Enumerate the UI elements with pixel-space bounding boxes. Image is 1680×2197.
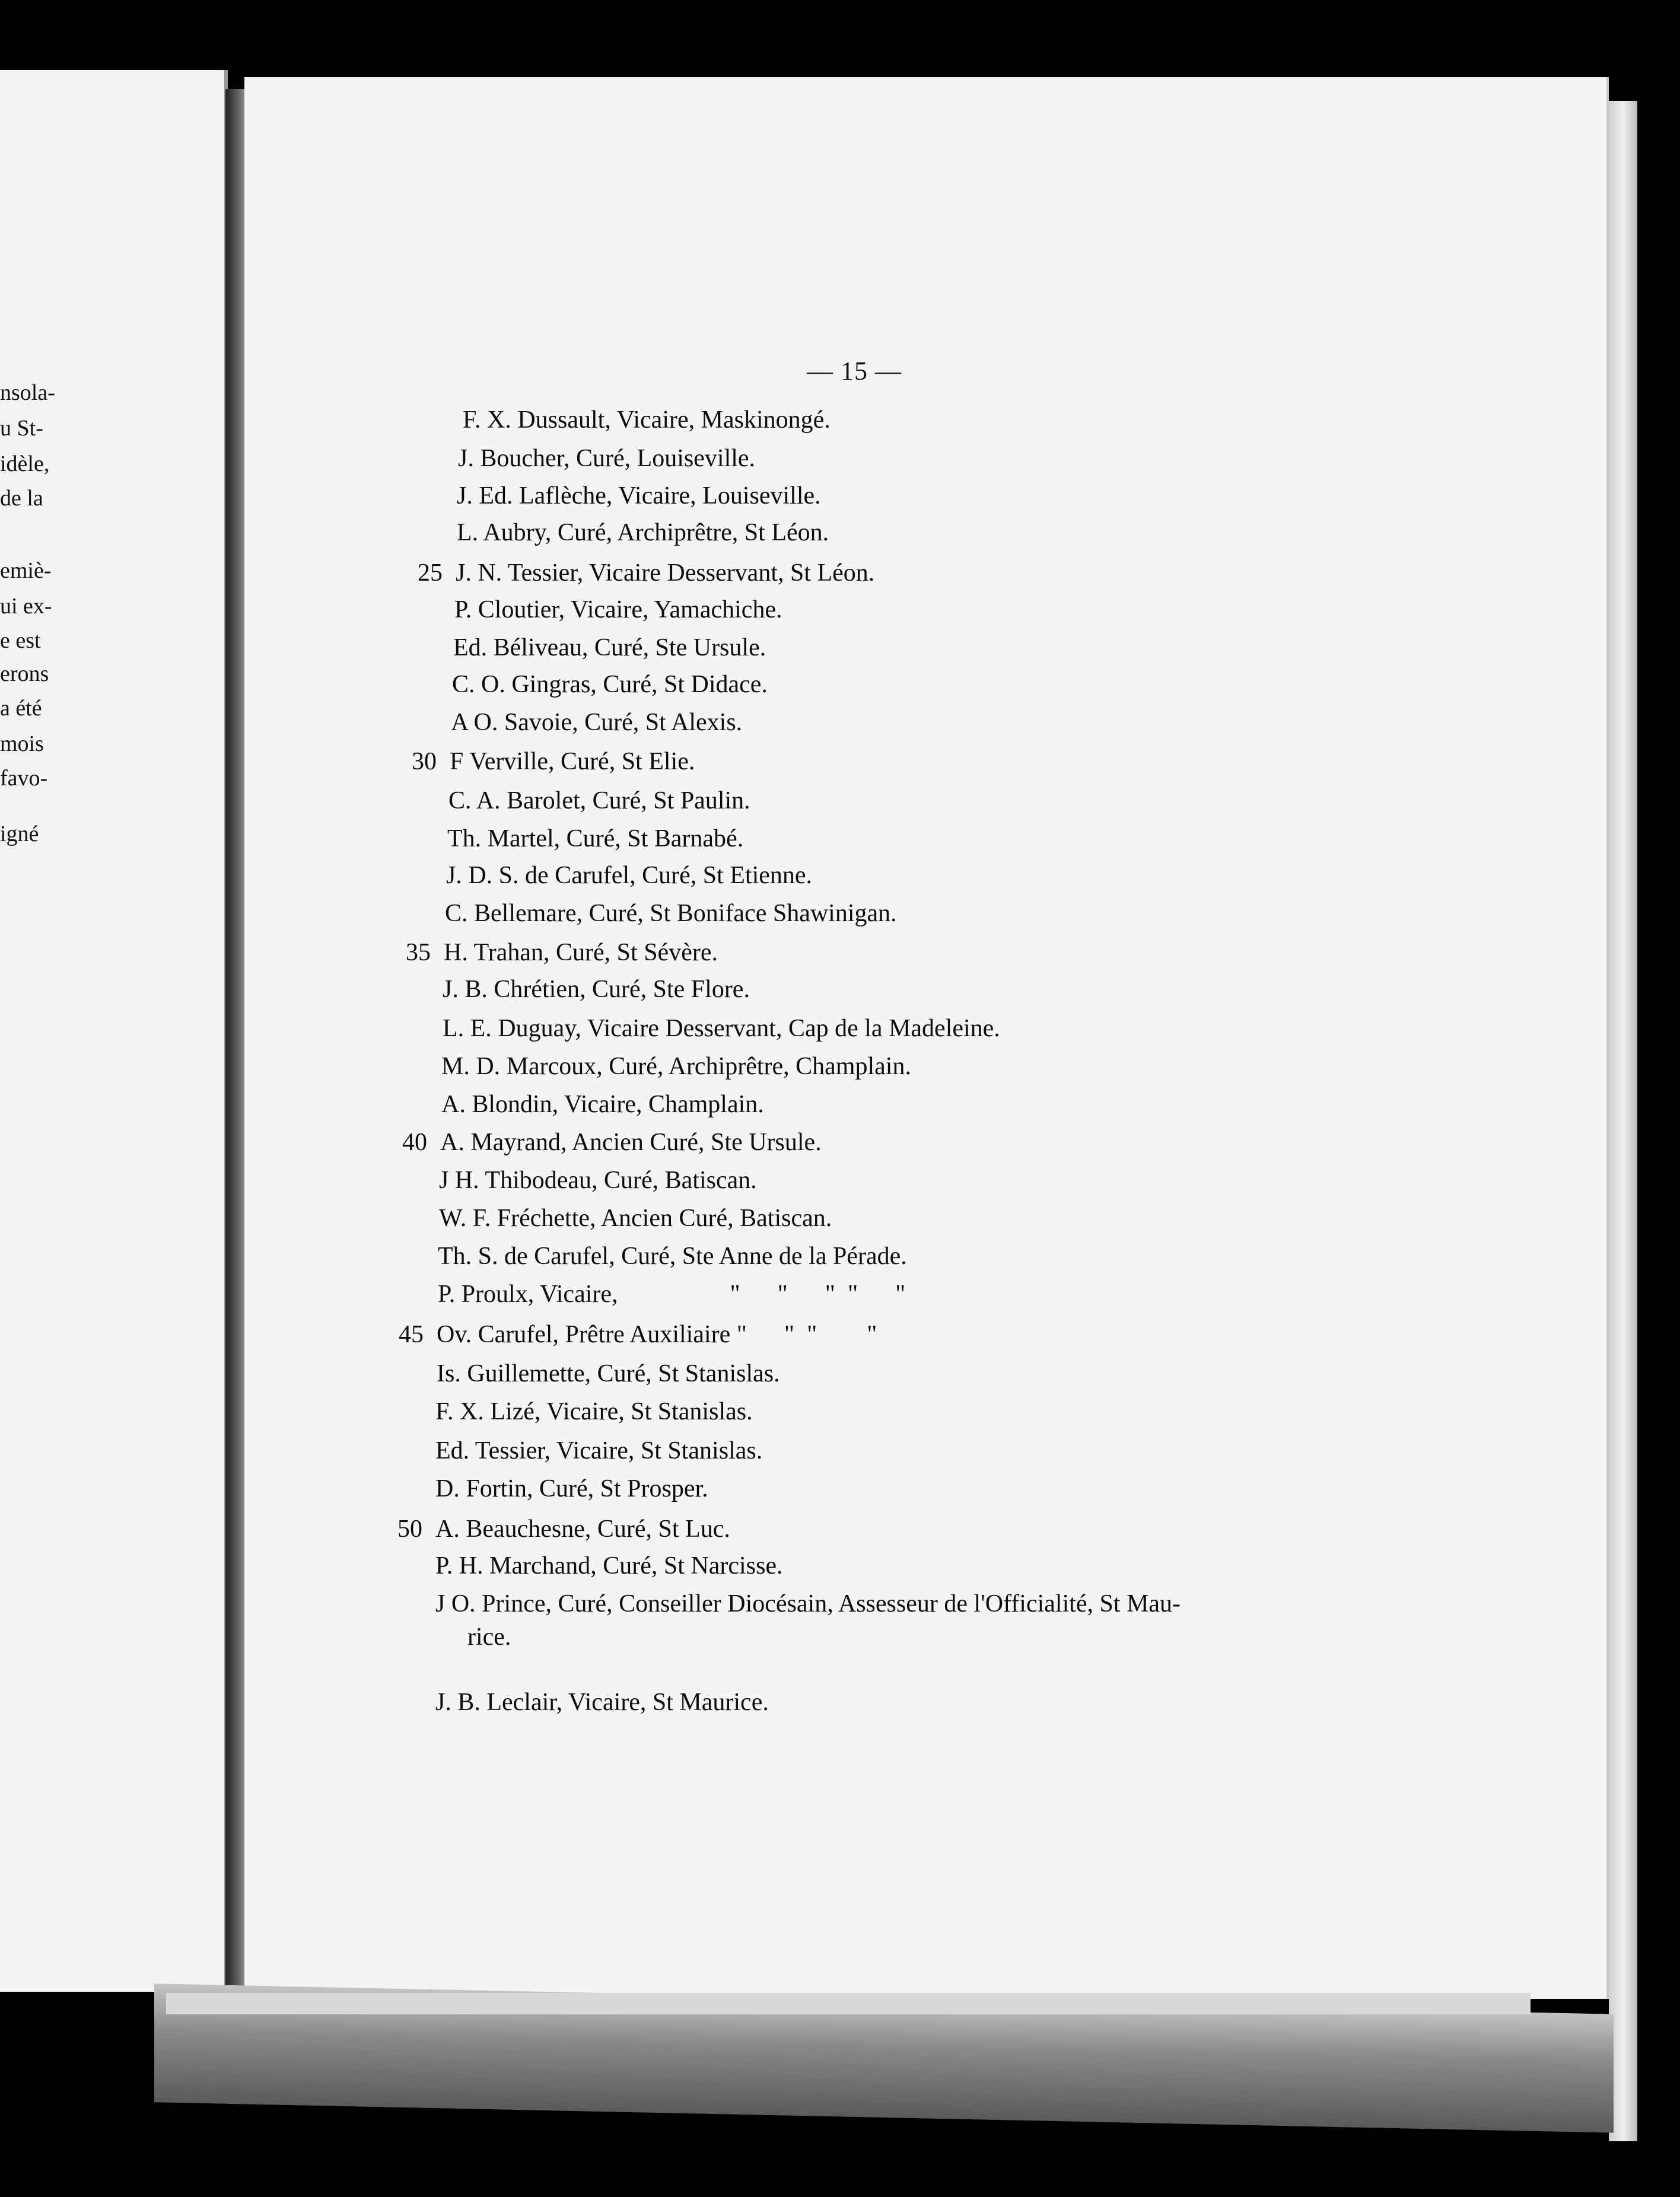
- list-item-text: P. Cloutier, Vicaire, Yamachiche.: [454, 596, 782, 623]
- list-item-text: Th. S. de Carufel, Curé, Ste Anne de la Pérade.: [438, 1243, 907, 1270]
- list-item-text: J H. Thibodeau, Curé, Batiscan.: [439, 1167, 757, 1194]
- list-item: [457, 516, 829, 549]
- facing-page-line: igné: [0, 822, 39, 846]
- list-item: [435, 1395, 753, 1428]
- list-item-text: F Verville, Curé, St Elie.: [450, 748, 695, 775]
- list-item-text: A. Mayrand, Ancien Curé, Ste Ursule.: [440, 1129, 822, 1156]
- list-item: [458, 442, 755, 475]
- facing-page-line: a été: [0, 696, 42, 721]
- line-number: 50: [397, 1515, 422, 1543]
- page-edge: [1609, 101, 1637, 2141]
- list-item: [463, 403, 831, 437]
- list-item-continuation: rice.: [467, 1623, 511, 1651]
- facing-page-line: ui ex-: [0, 594, 52, 619]
- list-item-text: J. Boucher, Curé, Louiseville.: [458, 445, 756, 472]
- list-item: [435, 1686, 769, 1719]
- book-gutter: [225, 89, 247, 2011]
- facing-page-line: emiè-: [0, 558, 52, 583]
- facing-page-line: mois: [0, 731, 44, 756]
- list-item-text: L. E. Duguay, Vicaire Desservant, Cap de la Madeleine.: [443, 1015, 1000, 1042]
- facing-page-line: idèle,: [0, 451, 50, 476]
- facing-page-line: u St-: [0, 416, 43, 441]
- list-item: [406, 936, 718, 969]
- facing-page-line: e est: [0, 628, 41, 653]
- list-item: [402, 1126, 822, 1159]
- facing-page: [0, 70, 228, 1992]
- list-item: [435, 1587, 1181, 1654]
- line-number: 40: [402, 1129, 427, 1156]
- list-item-text: J O. Prince, Curé, Conseiller Diocésain, Assesseur de l'Officialité, St Mau-: [435, 1590, 1181, 1617]
- list-item: [435, 1434, 762, 1467]
- list-item: [412, 745, 695, 778]
- facing-page-text: [0, 70, 224, 1992]
- list-item: [435, 1549, 783, 1583]
- line-number: 35: [406, 939, 431, 966]
- list-item-text: Ov. Carufel, Prêtre Auxiliaire " " " ": [437, 1321, 877, 1348]
- list-item: [445, 897, 897, 930]
- facing-page-line: favo-: [0, 766, 48, 791]
- list-item: [441, 1050, 911, 1083]
- list-item: [439, 1164, 757, 1197]
- list-item-text: A. Beauchesne, Curé, St Luc.: [435, 1515, 730, 1543]
- list-item-text: J. D. S. de Carufel, Curé, St Etienne.: [446, 862, 813, 889]
- list-item-text: C. A. Barolet, Curé, St Paulin.: [448, 787, 750, 814]
- list-item: [397, 1513, 730, 1546]
- list-item-text: W. F. Fréchette, Ancien Curé, Batiscan.: [439, 1205, 832, 1232]
- list-item-text: H. Trahan, Curé, St Sévère.: [444, 939, 718, 966]
- list-item: [441, 1088, 764, 1121]
- list-item-text: F. X. Dussault, Vicaire, Maskinongé.: [463, 406, 831, 434]
- list-item-text: Is. Guillemette, Curé, St Stanislas.: [437, 1360, 780, 1387]
- list-item-text: Ed. Tessier, Vicaire, St Stanislas.: [435, 1437, 763, 1464]
- list-item-text: J. Ed. Laflèche, Vicaire, Louiseville.: [457, 482, 821, 510]
- list-item: [443, 973, 750, 1006]
- facing-page-line: de la: [0, 486, 43, 511]
- list-item-text: Ed. Béliveau, Curé, Ste Ursule.: [453, 634, 766, 661]
- list-item: [447, 822, 743, 855]
- list-item-text: A. Blondin, Vicaire, Champlain.: [441, 1091, 764, 1118]
- list-item-text: L. Aubry, Curé, Archiprêtre, St Léon.: [457, 519, 829, 546]
- list-item: [443, 1012, 1000, 1045]
- list-item: [451, 706, 742, 739]
- list-item-text: J. B. Leclair, Vicaire, St Maurice.: [435, 1689, 769, 1716]
- list-item-text: Th. Martel, Curé, St Barnabé.: [447, 825, 744, 852]
- list-item-text: J. N. Tessier, Vicaire Desservant, St Léon.: [456, 559, 875, 587]
- list-item: [457, 479, 821, 512]
- list-item-text: A O. Savoie, Curé, St Alexis.: [451, 709, 743, 736]
- facing-page-line: erons: [0, 661, 49, 686]
- list-item-text: M. D. Marcoux, Curé, Archiprêtre, Champlain.: [441, 1053, 911, 1080]
- list-item-text: P. Proulx, Vicaire, " " " " ": [438, 1281, 906, 1308]
- list-item: [399, 1318, 877, 1351]
- list-item: [418, 556, 875, 590]
- list-item-text: D. Fortin, Curé, St Prosper.: [435, 1475, 708, 1502]
- list-item-text: J. B. Chrétien, Curé, Ste Flore.: [443, 976, 750, 1003]
- line-number: 30: [412, 748, 437, 775]
- list-item: [452, 668, 768, 701]
- facing-page-line: nsola-: [0, 380, 55, 405]
- list-item: [438, 1240, 907, 1273]
- list-item-text: C. O. Gingras, Curé, St Didace.: [452, 671, 768, 698]
- page-bottom-edge: [166, 1993, 1531, 2014]
- list-item: [437, 1357, 780, 1390]
- list-item: [438, 1278, 905, 1311]
- list-item: [439, 1202, 832, 1235]
- line-number: 25: [418, 559, 443, 587]
- page-number: — 15 —: [807, 356, 902, 386]
- list-item: [448, 784, 750, 817]
- list-item: [454, 593, 782, 626]
- list-item-text: C. Bellemare, Curé, St Boniface Shawinigan.: [445, 900, 897, 927]
- list-item: [446, 859, 812, 892]
- list-item: [435, 1472, 708, 1505]
- list-item-text: F. X. Lizé, Vicaire, St Stanislas.: [435, 1398, 753, 1425]
- line-number: 45: [399, 1321, 424, 1348]
- list-item: [453, 631, 766, 664]
- list-item-text: P. H. Marchand, Curé, St Narcisse.: [435, 1552, 783, 1580]
